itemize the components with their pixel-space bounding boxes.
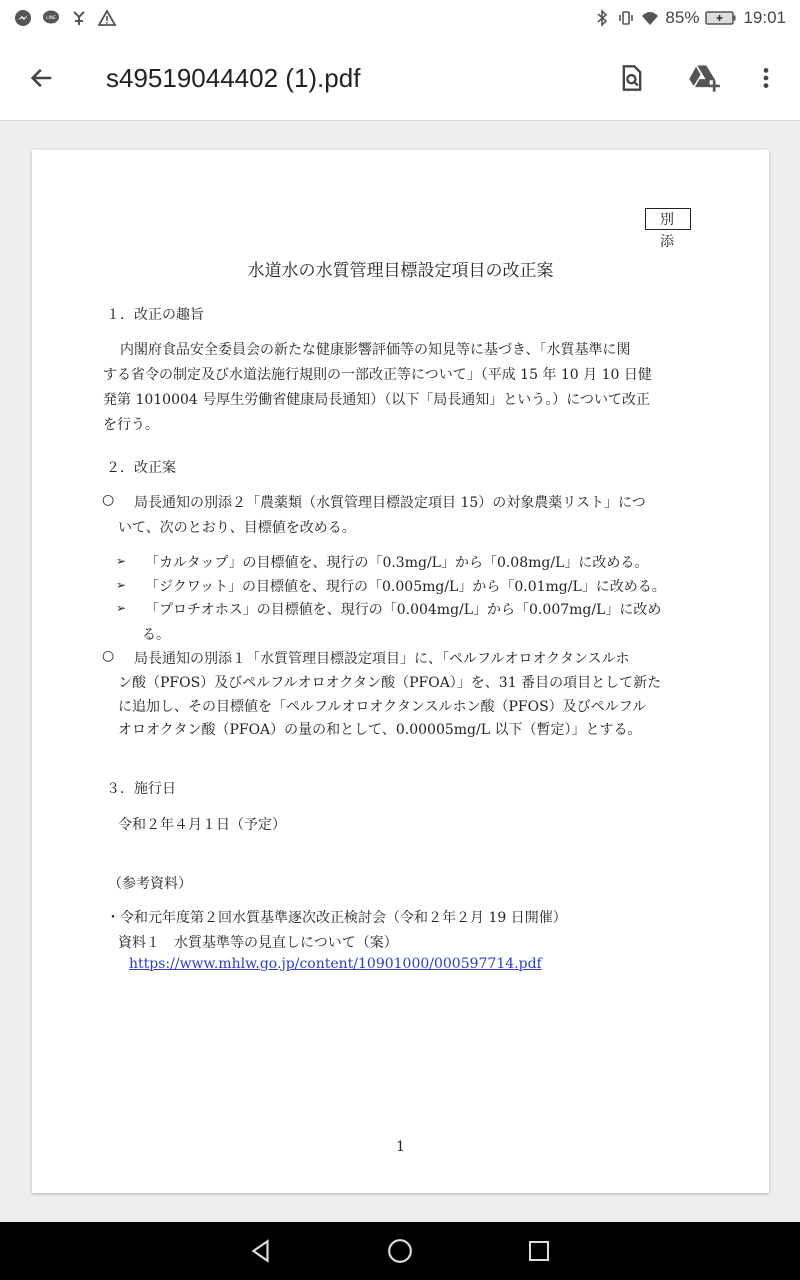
system-status (593, 8, 800, 28)
bullet-arrow-icon: ➢ (116, 578, 127, 592)
attachment-tag: 別 添 (645, 208, 691, 230)
section2-heading: ２．改正案 (106, 460, 176, 476)
text-line: いて、次のとおり、目標値を改める。 (118, 520, 356, 536)
pdf-page[interactable] (32, 150, 769, 1193)
nav-recents-button[interactable] (510, 1222, 568, 1280)
reference-heading: （参考資料） (108, 876, 192, 892)
recents-nav-icon (527, 1239, 551, 1263)
reference-document: 資料１ 水質基準等の見直しについて（案） (118, 935, 398, 951)
document-title: 水道水の水質管理目標設定項目の改正案 (247, 261, 554, 281)
nav-home-button[interactable] (371, 1222, 429, 1280)
warning-icon (98, 9, 116, 27)
bullet-item-continuation: る。 (142, 627, 170, 643)
add-to-drive-button[interactable] (680, 54, 728, 102)
more-vert-icon (753, 65, 779, 91)
text-line: に追加し、その目標値を「ペルフルオロオクタンスルホン酸（PFOS）及びペルフル (118, 699, 647, 715)
notification-icons (0, 9, 116, 27)
svg-text:LINE: LINE (45, 16, 57, 21)
effective-date: 令和２年４月１日（予定） (118, 817, 286, 833)
text-line: 局長通知の別添１「水質管理目標設定項目」に、「ペルフルオロオクタンスルホ (134, 651, 630, 667)
list-item-marker: ○ (102, 648, 115, 664)
bullet-arrow-icon: ➢ (116, 601, 127, 615)
line-icon (42, 9, 60, 27)
text-line: 内閣府食品安全委員会の新たな健康影響評価等の知見等に基づき、「水質基準に関 (120, 342, 631, 358)
home-nav-icon (387, 1238, 413, 1264)
messenger-icon (14, 9, 32, 27)
page-number: 1 (396, 1139, 405, 1155)
more-options-button[interactable] (742, 54, 790, 102)
usb-debug-icon (70, 9, 88, 27)
app-bar (0, 36, 800, 121)
list-item-marker: ○ (102, 492, 115, 508)
bullet-arrow-icon: ➢ (116, 554, 127, 568)
battery-icon (705, 9, 737, 27)
add-to-drive-icon (687, 63, 721, 93)
text-line: 発第 1010004 号厚生労働省健康局長通知）（以下「局長通知」という。）について改正 (103, 392, 650, 408)
text-line: する省令の制定及び水道法施行規則の一部改正等について」（平成 15 年 10 月 10 日健 (103, 367, 652, 383)
back-button[interactable] (22, 58, 62, 98)
arrow-back-icon (28, 64, 56, 92)
clock: 19:01 (743, 8, 786, 27)
vibrate-icon (617, 9, 635, 27)
status-bar (0, 0, 800, 36)
bullet-item: 「ジクワット」の目標値を、現行の「0.005mg/L」から「0.01mg/L」に改める。 (145, 579, 666, 595)
bluetooth-icon (593, 9, 611, 27)
text-line: を行う。 (103, 417, 159, 433)
text-line: 局長通知の別添２「農薬類（水質管理目標設定項目 15）の対象農薬リスト」につ (134, 495, 646, 511)
find-in-document-button[interactable] (608, 54, 656, 102)
file-title: s49519044402 (1).pdf (106, 62, 361, 93)
text-line: ン酸（PFOS）及びペルフルオロオクタン酸（PFOA）」を、31 番目の項目として新た (118, 675, 662, 691)
wifi-icon (641, 9, 659, 27)
section1-heading: １．改正の趣旨 (106, 307, 204, 323)
find-in-page-icon (618, 64, 646, 92)
reference-link[interactable]: https://www.mhlw.go.jp/content/10901000/000597714.pdf (129, 956, 542, 972)
text-line: オロオクタン酸（PFOA）の量の和として、0.00005mg/L 以下（暫定）」とする。 (118, 722, 642, 738)
reference-item: ・令和元年度第２回水質基準逐次改正検討会（令和２年２月 19 日開催） (106, 910, 567, 926)
nav-back-button[interactable] (232, 1222, 290, 1280)
back-nav-icon (248, 1238, 274, 1264)
bullet-item: 「プロチオホス」の目標値を、現行の「0.004mg/L」から「0.007mg/L」に改め (145, 602, 662, 618)
bullet-item: 「カルタップ」の目標値を、現行の「0.3mg/L」から「0.08mg/L」に改める。 (145, 555, 649, 571)
battery-percent: 85% (665, 8, 700, 27)
section3-heading: ３．施行日 (106, 781, 176, 797)
